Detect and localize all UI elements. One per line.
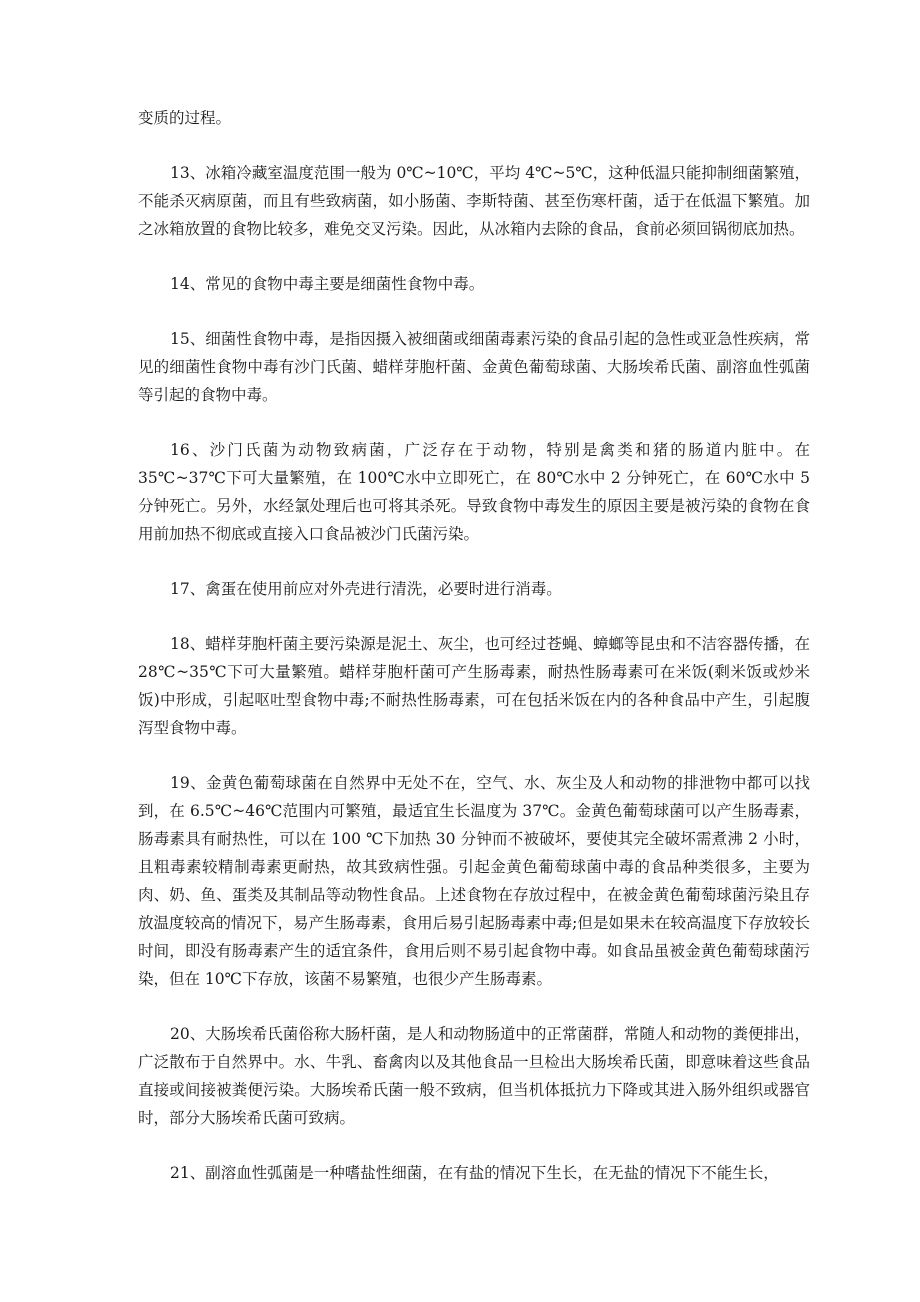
paragraph-item-16: 16、沙门氏菌为动物致病菌，广泛存在于动物，特别是禽类和猪的肠道内脏中。在 35℃~37℃下可大量繁殖，在 100℃水中立即死亡，在 80℃水中 2 分钟死亡，在 60℃水中 5 分钟死亡。另外，水经氯处理后也可将其杀死。导致食物中毒发生的原因主要是被污染的食物在食用前加热不彻底或直接入口食品被沙门氏菌污染。 [138,441,810,543]
document-page [138,104,810,1214]
paragraph-item-15: 15、细菌性食物中毒，是指因摄入被细菌或细菌毒素污染的食品引起的急性或亚急性疾病，常见的细菌性食物中毒有沙门氏菌、蜡样芽胞杆菌、金黄色葡萄球菌、大肠埃希氏菌、副溶血性弧菌等引起的食物中毒。 [138,330,810,404]
paragraph-item-21: 21、副溶血性弧菌是一种嗜盐性细菌，在有盐的情况下生长，在无盐的情况下不能生长， [170,1164,779,1182]
paragraph-item-17: 17、禽蛋在使用前应对外壳进行清洗，必要时进行消毒。 [170,580,562,598]
paragraph-item-18: 18、蜡样芽胞杆菌主要污染源是泥土、灰尘，也可经过苍蝇、蟑螂等昆虫和不洁容器传播，在 28℃~35℃下可大量繁殖。蜡样芽胞杆菌可产生肠毒素，耐热性肠毒素可在米饭(剩米饭或炒米饭)中形成，引起呕吐型食物中毒;不耐热性肠毒素，可在包括米饭在内的各种食品中产生，引起腹泻型食物中毒。 [138,635,810,737]
paragraph-item-13: 13、冰箱冷藏室温度范围一般为 0℃~10℃，平均 4℃~5℃，这种低温只能抑制细菌繁殖，不能杀灭病原菌，而且有些致病菌，如小肠菌、李斯特菌、甚至伤寒杆菌，适于在低温下繁殖。加之冰箱放置的食物比较多，难免交叉污染。因此，从冰箱内去除的食品，食前必须回锅彻底加热。 [138,164,810,238]
paragraph-item-19: 19、金黄色葡萄球菌在自然界中无处不在，空气、水、灰尘及人和动物的排泄物中都可以找到，在 6.5℃~46℃范围内可繁殖，最适宜生长温度为 37℃。金黄色葡萄球菌可以产生肠毒素，肠毒素具有耐热性，可以在 100 ℃下加热 30 分钟而不被破坏，要使其完全破坏需煮沸 2 小时，且粗毒素较精制毒素更耐热，故其致病性强。引起金黄色葡萄球菌中毒的食品种类很多，主要为肉、奶、鱼、蛋类及其制品等动物性食品。上述食物在存放过程中，在被金黄色葡萄球菌污染且存放温度较高的情况下，易产生肠毒素，食用后易引起肠毒素中毒;但是如果未在较高温度下存放较长时间，即没有肠毒素产生的适宜条件，食用后则不易引起食物中毒。如食品虽被金黄色葡萄球菌污染，但在 10℃下存放，该菌不易繁殖，也很少产生肠毒素。 [138,774,810,988]
paragraph-item-20: 20、大肠埃希氏菌俗称大肠杆菌，是人和动物肠道中的正常菌群，常随人和动物的粪便排出，广泛散布于自然界中。水、牛乳、畜禽肉以及其他食品一旦检出大肠埃希氏菌，即意味着这些食品直接或间接被粪便污染。大肠埃希氏菌一般不致病，但当机体抵抗力下降或其进入肠外组织或器官时，部分大肠埃希氏菌可致病。 [138,1025,810,1127]
paragraph-item-14: 14、常见的食物中毒主要是细菌性食物中毒。 [170,275,485,293]
paragraph-continuation: 变质的过程。 [138,109,232,127]
